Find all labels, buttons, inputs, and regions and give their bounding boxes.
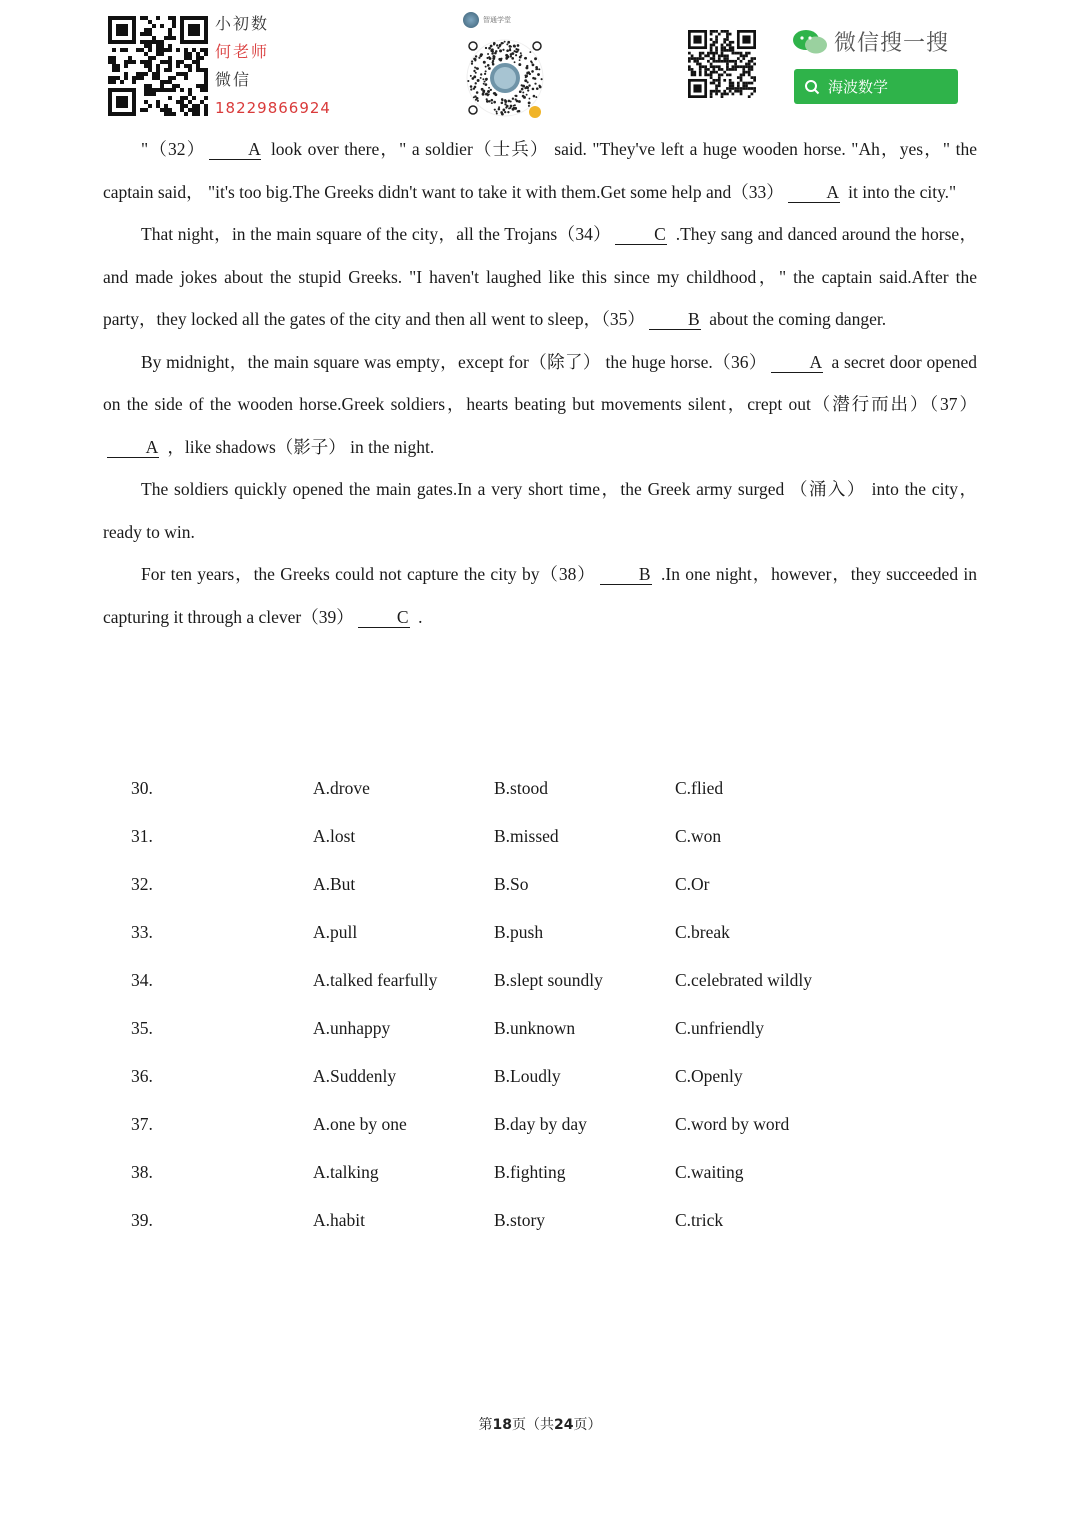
contact-phone: 18229866924 bbox=[215, 99, 331, 117]
passage-text: By midnight，the main square was empty，except for（除了） the huge horse.（36） bbox=[141, 351, 767, 372]
option-c: C.Openly bbox=[675, 1066, 743, 1086]
passage-text: The soldiers quickly opened the main gates.In a very short time，the Greek army surged （涌入） into the city，ready to win. bbox=[103, 479, 977, 542]
option-c: C.waiting bbox=[675, 1162, 744, 1182]
answer-blank: B bbox=[649, 309, 701, 330]
answer-blank: C bbox=[615, 224, 667, 245]
passage-paragraph bbox=[103, 341, 977, 469]
question-number: 30. bbox=[131, 778, 153, 798]
option-a: A.unhappy bbox=[313, 1018, 391, 1038]
question-number: 37. bbox=[131, 1114, 153, 1134]
option-b: B.push bbox=[494, 922, 544, 942]
option-c: C.Or bbox=[675, 874, 710, 894]
qr-code-left bbox=[108, 16, 208, 116]
option-b: B.story bbox=[494, 1210, 546, 1230]
question-number: 35. bbox=[131, 1018, 153, 1038]
option-b: B.fighting bbox=[494, 1162, 566, 1182]
footer-post: 页） bbox=[573, 1417, 602, 1433]
option-row bbox=[131, 958, 931, 1006]
contact-line-2: 何老师 bbox=[215, 42, 270, 61]
option-a: A.one by one bbox=[313, 1114, 407, 1134]
option-row bbox=[131, 1102, 931, 1150]
footer-mid: 页（共 bbox=[512, 1417, 554, 1433]
wechat-icon bbox=[792, 28, 828, 56]
page-footer bbox=[0, 1414, 1080, 1434]
option-a: A.But bbox=[313, 874, 356, 894]
question-number: 39. bbox=[131, 1210, 153, 1230]
passage-text: look over there，" a soldier（士兵） said. "They've left a huge wooden horse. "Ah，yes，" the captain said， "it's too big.The Greeks didn't want to take it with them.Get some help and（33） bbox=[103, 139, 977, 202]
passage-text: .They sang and danced around the horse，and made jokes about the stupid Greeks. "I haven't laughed like this since my childhood，" the captain said.After the party，they locked all the gates of the city and then all went to sleep，（35） bbox=[103, 224, 977, 329]
question-number: 33. bbox=[131, 922, 153, 942]
option-row bbox=[131, 862, 931, 910]
contact-line-3: 微信 bbox=[215, 70, 252, 89]
mini-program-code bbox=[463, 12, 548, 122]
qr-code-right bbox=[688, 30, 756, 98]
passage-text: That night，in the main square of the city，all the Trojans（34） bbox=[141, 224, 612, 244]
brand-icon bbox=[463, 12, 479, 28]
question-number: 32. bbox=[131, 874, 153, 894]
passage-text: about the coming danger. bbox=[704, 309, 887, 329]
wechat-title bbox=[792, 26, 949, 57]
passage-text: ，like shadows（影子） in the night. bbox=[163, 436, 435, 457]
option-b: B.day by day bbox=[494, 1114, 587, 1134]
wechat-search-text: 海波数学 bbox=[828, 78, 889, 96]
passage-text: it into the city." bbox=[843, 181, 957, 202]
option-a: A.talking bbox=[313, 1162, 379, 1182]
question-number: 36. bbox=[131, 1066, 153, 1086]
option-c: C.word by word bbox=[675, 1114, 790, 1134]
passage-text: For ten years，the Greeks could not capture the city by（38） bbox=[141, 564, 596, 584]
wechat-search-badge bbox=[792, 26, 962, 108]
option-row bbox=[131, 1150, 931, 1198]
page-total: 24 bbox=[554, 1417, 574, 1433]
option-a: A.lost bbox=[313, 826, 356, 846]
option-c: C.celebrated wildly bbox=[675, 970, 813, 990]
question-number: 31. bbox=[131, 826, 153, 846]
option-row bbox=[131, 910, 931, 958]
option-a: A.habit bbox=[313, 1210, 366, 1230]
option-a: A.talked fearfully bbox=[313, 970, 438, 990]
options-table bbox=[131, 766, 931, 1246]
option-row bbox=[131, 1054, 931, 1102]
passage-paragraph bbox=[103, 213, 977, 341]
option-b: B.stood bbox=[494, 778, 548, 798]
option-row bbox=[131, 1006, 931, 1054]
answer-blank: A bbox=[788, 182, 840, 203]
passage-paragraph bbox=[103, 468, 977, 553]
option-c: C.won bbox=[675, 826, 722, 846]
option-c: C.flied bbox=[675, 778, 724, 798]
option-c: C.unfriendly bbox=[675, 1018, 764, 1038]
answer-blank: C bbox=[358, 607, 410, 628]
reading-passage bbox=[103, 128, 977, 638]
option-b: B.unknown bbox=[494, 1018, 576, 1038]
option-row bbox=[131, 1198, 931, 1246]
option-a: A.Suddenly bbox=[313, 1066, 397, 1086]
passage-text: "（32） bbox=[141, 139, 206, 159]
brand-logo bbox=[463, 12, 511, 28]
option-a: A.drove bbox=[313, 778, 370, 798]
option-a: A.pull bbox=[313, 922, 358, 942]
option-b: B.slept soundly bbox=[494, 970, 603, 990]
option-b: B.missed bbox=[494, 826, 559, 846]
answer-blank: A bbox=[107, 437, 159, 458]
footer-pre: 第 bbox=[478, 1417, 493, 1433]
brand-name: 智通学堂 bbox=[483, 16, 511, 24]
option-row bbox=[131, 814, 931, 862]
option-b: B.Loudly bbox=[494, 1066, 561, 1086]
wechat-search-bar bbox=[794, 69, 958, 104]
teacher-contact bbox=[215, 10, 335, 122]
option-b: B.So bbox=[494, 874, 529, 894]
question-number: 34. bbox=[131, 970, 153, 990]
answer-blank: A bbox=[771, 352, 823, 373]
passage-text: . bbox=[413, 606, 423, 627]
passage-paragraph bbox=[103, 128, 977, 213]
option-c: C.trick bbox=[675, 1210, 724, 1230]
mini-program-qr bbox=[465, 38, 545, 118]
option-c: C.break bbox=[675, 922, 730, 942]
question-number: 38. bbox=[131, 1162, 153, 1182]
page-number: 18 bbox=[492, 1417, 512, 1433]
answer-blank: A bbox=[209, 139, 261, 160]
answer-blank: B bbox=[600, 564, 652, 585]
passage-text: .In one night，however，they succeeded in capturing it through a clever（39） bbox=[103, 564, 977, 627]
wechat-title-text: 微信搜一搜 bbox=[834, 31, 950, 56]
passage-text: a secret door opened on the side of the wooden horse.Greek soldiers，hearts beating but movements silent，crept out（潜行而出）（37） bbox=[103, 351, 977, 414]
passage-paragraph bbox=[103, 553, 977, 638]
search-icon bbox=[804, 79, 820, 95]
option-row bbox=[131, 766, 931, 814]
contact-line-1: 小初数 bbox=[215, 14, 270, 33]
